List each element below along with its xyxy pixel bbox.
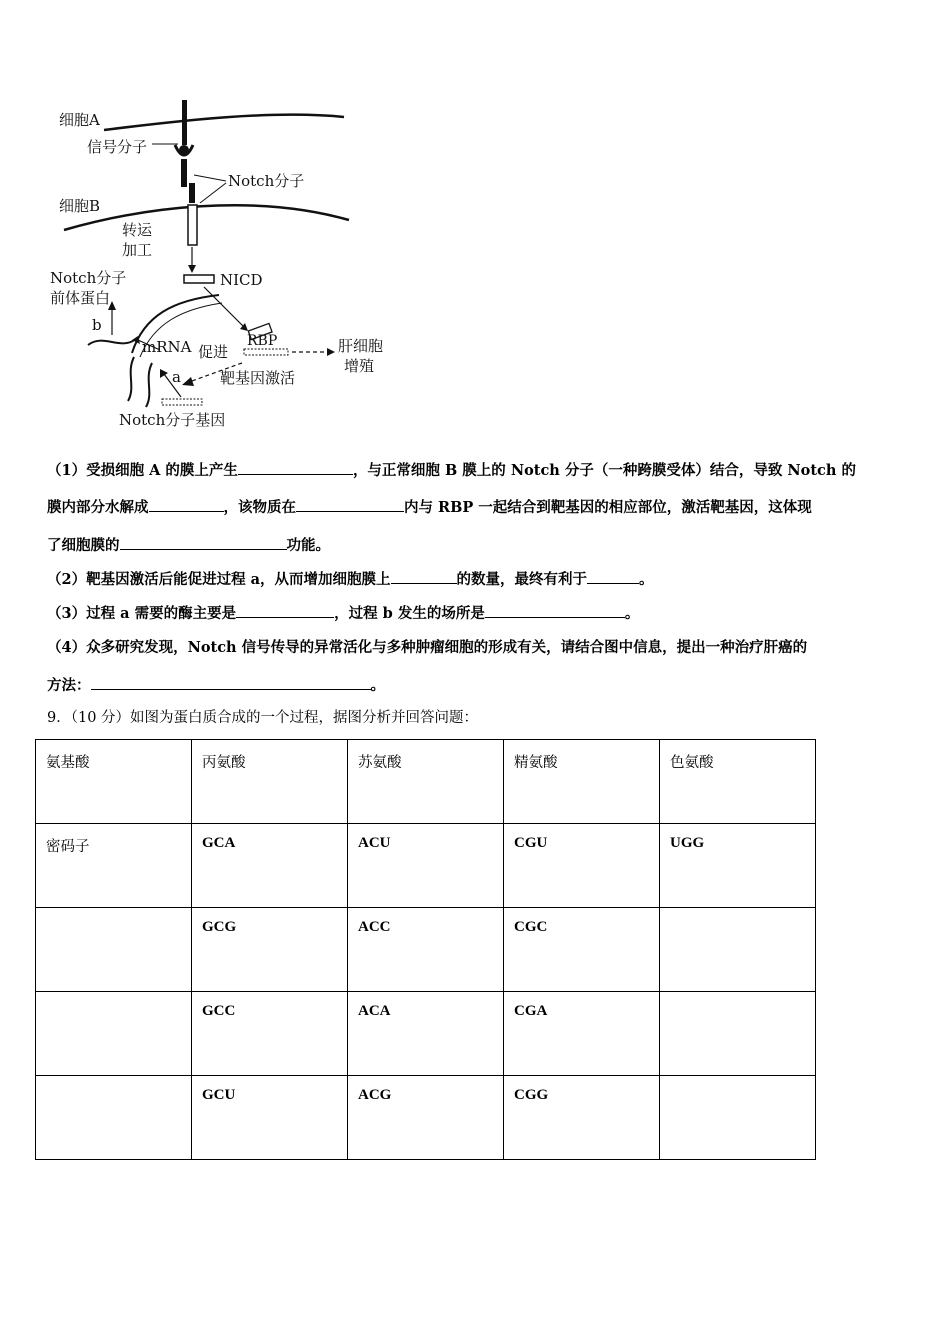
notch-transmembrane (189, 183, 195, 203)
question-1-line-2 (47, 497, 917, 518)
q4-text-3: 。 (370, 677, 385, 694)
q1-text-2: ，与正常细胞 B 膜上的 Notch 分子（一种跨膜受体）结合，导致 Notch 的 (352, 462, 856, 479)
label-cell-b: 细胞B (59, 197, 101, 215)
label-b: b (92, 316, 102, 334)
amino-acid-cell: 丙氨酸 (192, 740, 348, 824)
table-row (36, 824, 816, 908)
notch-signaling-diagram (44, 95, 404, 440)
codon-cell (660, 908, 816, 992)
codon-cell: GCA (192, 824, 348, 908)
codon-cell: GCG (192, 908, 348, 992)
codon-cell: UGG (660, 824, 816, 908)
codon-cell (660, 992, 816, 1076)
notch-extracellular (181, 159, 187, 187)
mrna-strand (88, 339, 136, 345)
empty-cell (36, 908, 192, 992)
label-rbp: RBP (247, 333, 278, 349)
label-notch-precursor-1: Notch分子 (50, 269, 127, 287)
codon-table (35, 739, 816, 1160)
q3-text-3: 。 (624, 605, 640, 622)
codon-cell: GCC (192, 992, 348, 1076)
label-notch-molecule: Notch分子 (228, 172, 305, 190)
label-mrna: mRNA (142, 338, 192, 356)
amino-acid-cell: 色氨酸 (660, 740, 816, 824)
q2-text-1: （2）靶基因激活后能促进过程 a，从而增加细胞膜上 (47, 571, 391, 588)
q1-text-4: ，该物质在 (223, 499, 296, 516)
q1-blank-3[interactable] (296, 497, 404, 512)
q2-text-2: 的数量，最终有利于 (456, 571, 588, 588)
q3-text-2: ，过程 b 发生的场所是 (334, 605, 485, 622)
codon-cell (660, 1076, 816, 1160)
codon-cell: ACC (348, 908, 504, 992)
codon-cell: GCU (192, 1076, 348, 1160)
nicd-block (184, 275, 214, 283)
question-2 (47, 569, 917, 590)
q2-blank-1[interactable] (391, 569, 457, 584)
label-target-gene: 靶基因激活 (220, 369, 296, 387)
label-cell-a: 细胞A (59, 111, 100, 129)
notch-gene-dna (162, 399, 202, 405)
label-notch-precursor-2: 前体蛋白 (50, 289, 111, 307)
q3-blank-1[interactable] (236, 603, 334, 618)
codon-cell: ACA (348, 992, 504, 1076)
q1-text-5: 内与 RBP 一起结合到靶基因的相应部位，激活靶基因，这体现 (404, 499, 812, 516)
codon-label-cell: 密码子 (36, 824, 192, 908)
question-1-line-3 (47, 535, 917, 556)
question-9-heading: 9．（10 分）如图为蛋白质合成的一个过程，据图分析并回答问题： (47, 710, 479, 726)
codon-cell: ACG (348, 1076, 504, 1160)
q2-blank-2[interactable] (587, 569, 639, 584)
q4-text-2: 方法： (47, 677, 91, 694)
amino-acid-cell: 精氨酸 (504, 740, 660, 824)
header-label-cell: 氨基酸 (36, 740, 192, 824)
signal-molecule-stalk (182, 100, 187, 145)
codon-cell: CGA (504, 992, 660, 1076)
q1-blank-2[interactable] (149, 497, 224, 512)
q1-text-6: 了细胞膜的 (47, 537, 120, 554)
empty-cell (36, 1076, 192, 1160)
table-row (36, 740, 816, 824)
label-signal-molecule: 信号分子 (87, 138, 148, 156)
q1-text-3: 膜内部分水解成 (47, 499, 149, 516)
table-row (36, 908, 816, 992)
label-liver-2: 增殖 (344, 357, 375, 375)
q2-text-3: 。 (639, 571, 654, 588)
table-row (36, 992, 816, 1076)
question-4-line-2 (47, 675, 917, 696)
q3-blank-2[interactable] (485, 603, 625, 618)
codon-cell: CGC (504, 908, 660, 992)
cell-a-membrane (104, 115, 344, 130)
label-promote: 促进 (198, 343, 229, 361)
notch-intracellular (188, 205, 197, 245)
label-liver-1: 肝细胞 (338, 337, 384, 355)
label-transport: 转运 (122, 221, 153, 239)
q1-text-1: （1）受损细胞 A 的膜上产生 (47, 462, 238, 479)
q1-text-7: 功能。 (286, 537, 330, 554)
amino-acid-cell: 苏氨酸 (348, 740, 504, 824)
empty-cell (36, 992, 192, 1076)
q3-text-1: （3）过程 a 需要的酶主要是 (47, 605, 237, 622)
label-a: a (172, 368, 181, 386)
q1-blank-1[interactable] (238, 460, 353, 475)
codon-cell: CGG (504, 1076, 660, 1160)
target-gene-dna (244, 349, 288, 355)
label-nicd: NICD (220, 271, 263, 289)
codon-cell: ACU (348, 824, 504, 908)
q4-blank-1[interactable] (91, 675, 371, 690)
q4-text-1: （4）众多研究发现，Notch 信号传导的异常活化与多种肿瘤细胞的形成有关，请结合图中信息，提出一种治疗肝癌的 (47, 639, 808, 656)
label-notch-gene: Notch分子基因 (119, 411, 226, 429)
label-processing: 加工 (122, 241, 153, 259)
cell-b-membrane (64, 205, 349, 230)
table-row (36, 1076, 816, 1160)
codon-cell: CGU (504, 824, 660, 908)
question-3 (47, 603, 917, 624)
q1-blank-4[interactable] (120, 535, 287, 550)
question-4-line-1 (47, 638, 917, 658)
question-1-line-1 (47, 460, 917, 481)
